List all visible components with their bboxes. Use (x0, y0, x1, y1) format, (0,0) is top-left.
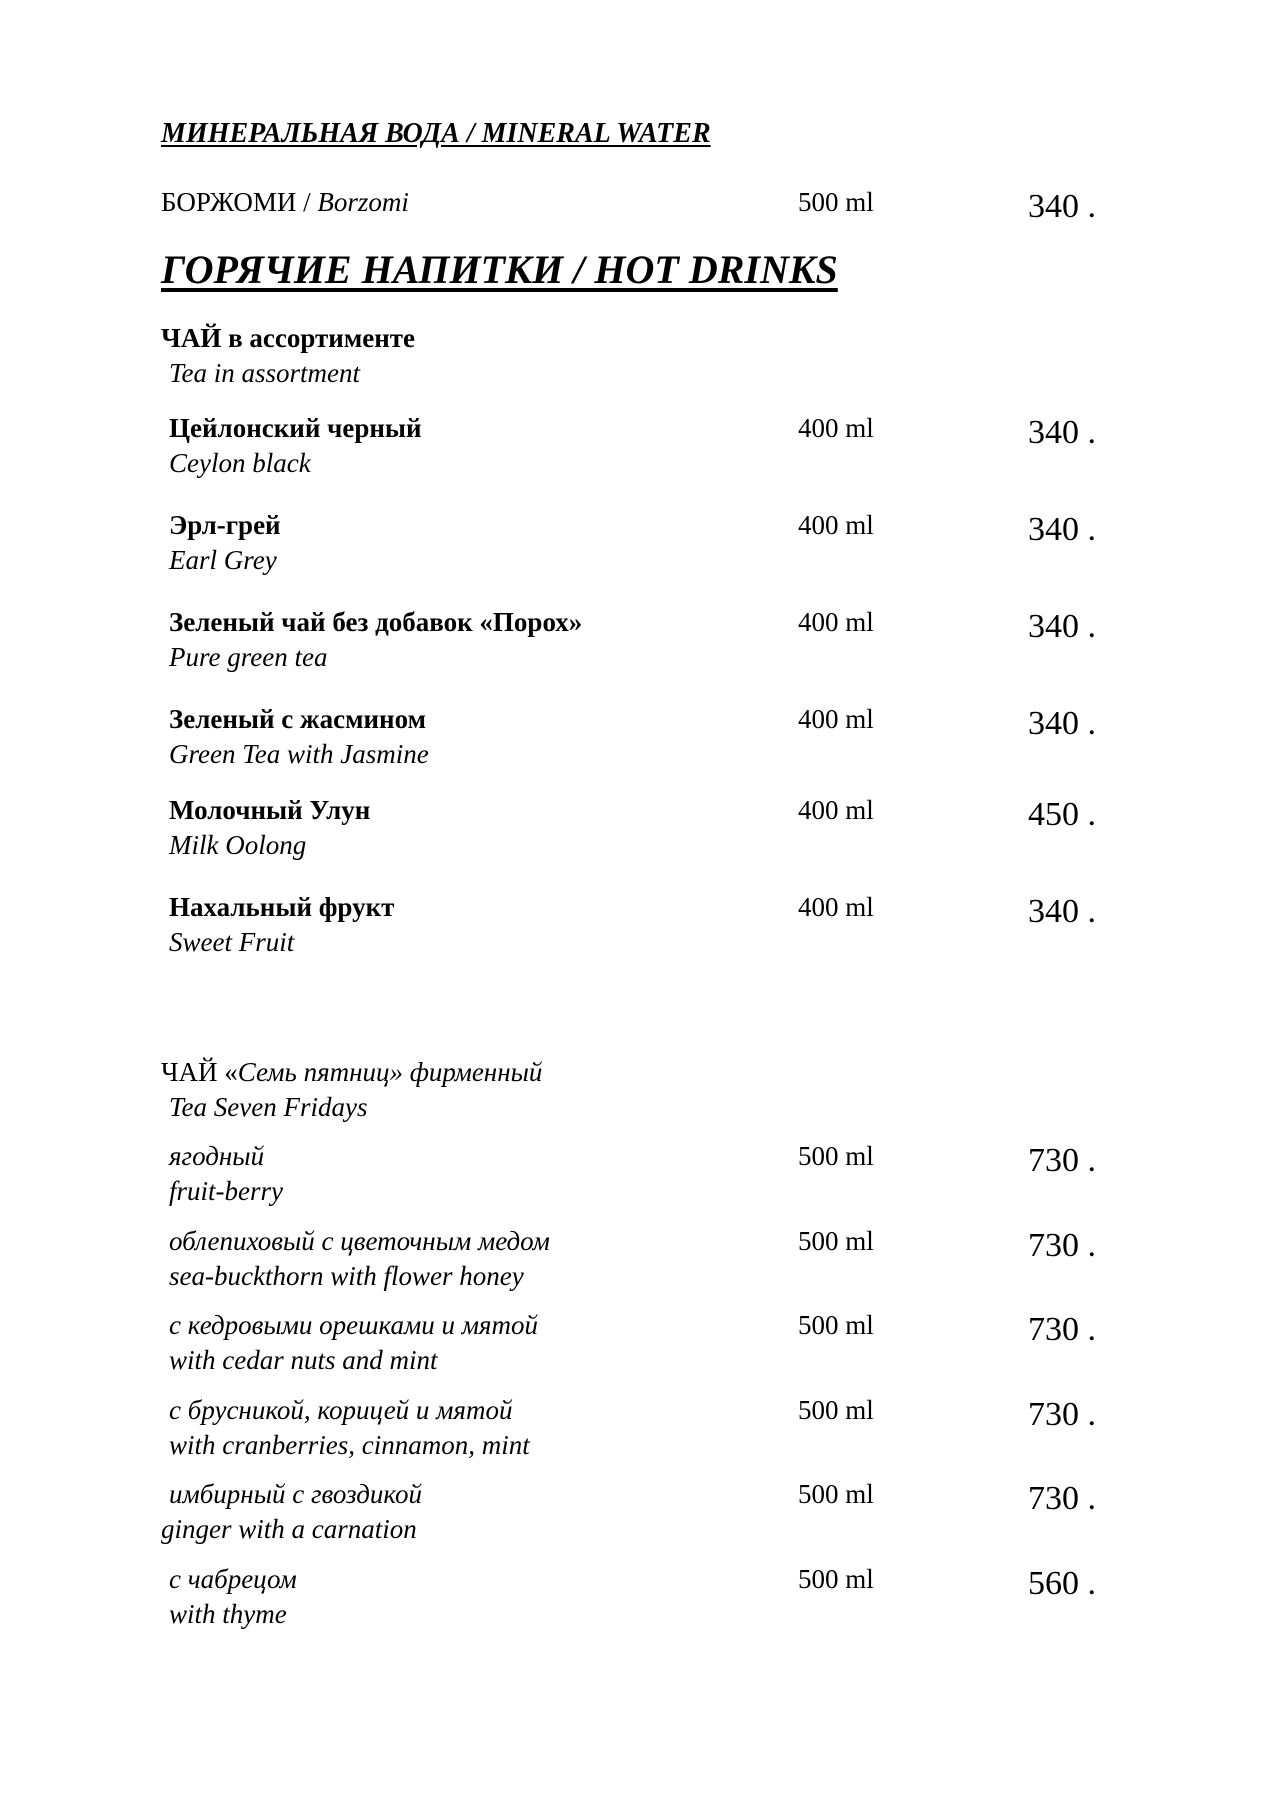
tea-volume: 400 ml (798, 510, 874, 540)
signature-tea-price: 730 . (1028, 1311, 1096, 1348)
signature-tea-price: 730 . (1028, 1480, 1096, 1517)
signature-tea-volume: 500 ml (798, 1226, 874, 1256)
section-header-mineral-water: МИНЕРАЛЬНАЯ ВОДА / MINERAL WATER (161, 118, 711, 149)
tea-price: 340 . (1028, 705, 1096, 742)
signature-tea-volume: 500 ml (798, 1141, 874, 1171)
signature-tea-name-en: ginger with a carnation (161, 1514, 417, 1544)
tea-name-en: Green Tea with Jasmine (169, 739, 429, 769)
tea-name-ru: Зеленый с жасмином (169, 704, 426, 734)
tea-name-ru: Зеленый чай без добавок «Порох» (169, 607, 583, 637)
signature-tea-name-en: with thyme (169, 1599, 287, 1629)
tea-name-en: Ceylon black (169, 448, 311, 478)
signature-tea-price: 730 . (1028, 1227, 1096, 1264)
signature-tea-price: 730 . (1028, 1142, 1096, 1179)
tea-price: 450 . (1028, 796, 1096, 833)
item-name-ru: БОРЖОМИ / (161, 187, 318, 217)
tea-name-en: Sweet Fruit (169, 927, 295, 957)
item-name-en: Borzomi (317, 187, 409, 217)
signature-group-title-en: Tea Seven Fridays (169, 1092, 368, 1122)
signature-group-title-ru (161, 1057, 542, 1088)
menu-item-borzomi-name (161, 187, 409, 218)
group-title-ru: ЧАЙ в ассортименте (161, 323, 416, 353)
tea-name-ru: Цейлонский черный (169, 413, 422, 443)
tea-volume: 400 ml (798, 795, 874, 825)
signature-tea-price: 560 . (1028, 1565, 1096, 1602)
tea-name-en: Earl Grey (169, 545, 277, 575)
signature-tea-name-en: with cranberries, cinnamon, mint (169, 1430, 530, 1460)
signature-tea-volume: 500 ml (798, 1310, 874, 1340)
tea-name-ru: Нахальный фрукт (169, 892, 395, 922)
signature-tea-price: 730 . (1028, 1396, 1096, 1433)
tea-name-ru: Эрл-грей (169, 510, 281, 540)
tea-price: 340 . (1028, 511, 1096, 548)
signature-tea-volume: 500 ml (798, 1564, 874, 1594)
signature-tea-name-en: with cedar nuts and mint (169, 1345, 438, 1375)
tea-volume: 400 ml (798, 607, 874, 637)
tea-price: 340 . (1028, 608, 1096, 645)
tea-volume: 400 ml (798, 704, 874, 734)
signature-title-prefix: ЧАЙ « (161, 1057, 238, 1087)
item-price: 340 . (1028, 188, 1096, 225)
signature-tea-volume: 500 ml (798, 1395, 874, 1425)
signature-tea-name-ru: облепиховый с цветочным медом (169, 1226, 550, 1256)
signature-tea-volume: 500 ml (798, 1479, 874, 1509)
signature-tea-name-en: sea-buckthorn with flower honey (169, 1261, 524, 1291)
tea-name-en: Milk Oolong (169, 830, 307, 860)
group-title-en: Tea in assortment (169, 358, 361, 388)
signature-tea-name-en: fruit-berry (169, 1176, 283, 1206)
signature-title-italic: Семь пятниц» фирменный (237, 1057, 543, 1087)
signature-tea-name-ru: с чабрецом (169, 1564, 297, 1594)
signature-tea-name-ru: с брусникой, корицей и мятой (169, 1395, 513, 1425)
tea-volume: 400 ml (798, 892, 874, 922)
tea-volume: 400 ml (798, 413, 874, 443)
signature-tea-name-ru: с кедровыми орешками и мятой (169, 1310, 538, 1340)
tea-price: 340 . (1028, 414, 1096, 451)
signature-tea-name-ru: ягодный (169, 1141, 265, 1171)
tea-price: 340 . (1028, 893, 1096, 930)
section-header-hot-drinks: ГОРЯЧИЕ НАПИТКИ / HOT DRINKS (161, 247, 838, 292)
signature-tea-name-ru: имбирный с гвоздикой (169, 1479, 422, 1509)
tea-name-en: Pure green tea (169, 642, 328, 672)
tea-name-ru: Молочный Улун (169, 795, 371, 825)
item-volume: 500 ml (798, 187, 874, 217)
